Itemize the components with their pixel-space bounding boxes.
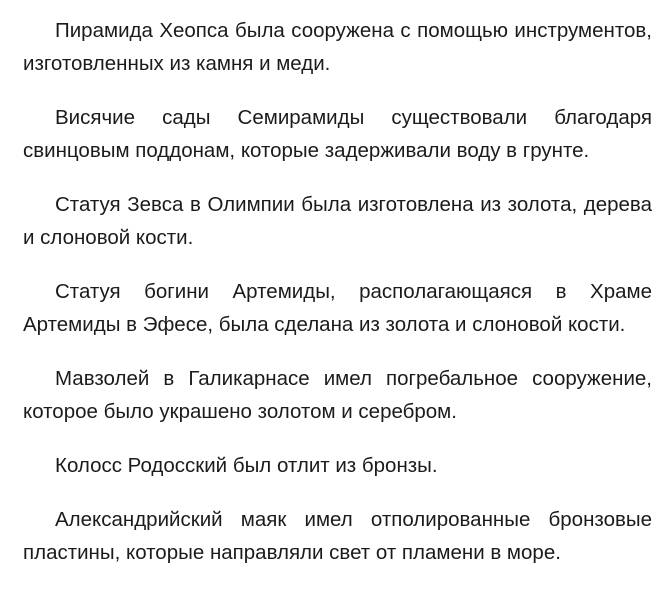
paragraph-mausoleum: Мавзолей в Галикарнасе имел погребальное сооружение, которое было украшено золотом и серебром. — [23, 367, 652, 423]
paragraph-hanging-gardens: Висячие сады Семирамиды существовали благодаря свинцовым поддонам, которые задерживали воду в грунте. — [23, 106, 652, 162]
paragraph-statue-of-zeus: Статуя Зевса в Олимпии была изготовлена из золота, дерева и слоновой кости. — [23, 193, 652, 249]
paragraph-pyramid-of-cheops: Пирамида Хеопса была сооружена с помощью инструментов, изготовленных из камня и меди. — [23, 19, 652, 75]
paragraph-statue-of-artemis: Статуя богини Артемиды, располагающаяся в Храме Артемиды в Эфесе, была сделана из золота и слоновой кости. — [23, 280, 652, 336]
paragraph-lighthouse-of-alexandria: Александрийский маяк имел отполированные бронзовые пластины, которые направляли свет от пламени в море. — [23, 508, 652, 564]
paragraph-colossus-of-rhodes: Колосс Родосский был отлит из бронзы. — [55, 454, 438, 477]
